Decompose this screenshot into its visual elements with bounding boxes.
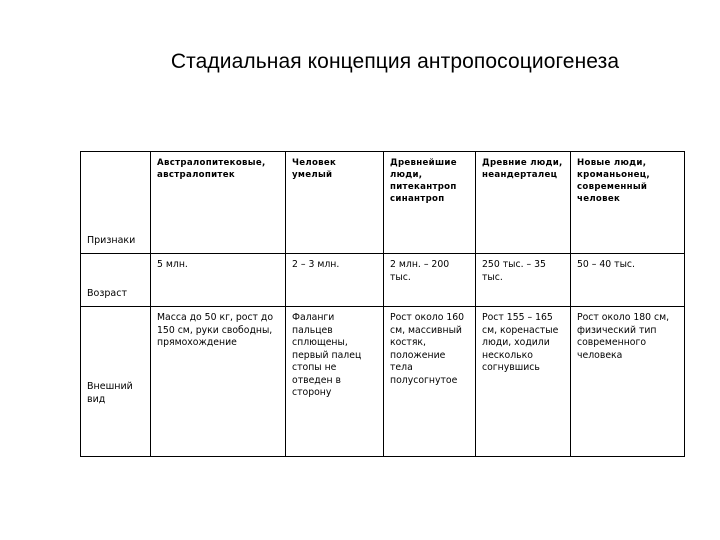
header-cell-archanthropes: Древнейшие люди, питекантроп синантроп (384, 152, 476, 254)
header-label-cell: Признаки (81, 152, 151, 254)
header-cell-paleoanthropes: Древние люди, неандерталец (476, 152, 571, 254)
table-cell: Масса до 50 кг, рост до 150 см, руки свободны, прямохождение (151, 307, 286, 457)
table-cell: 250 тыс. – 35 тыс. (476, 254, 571, 307)
row-label-appearance: Внешний вид (81, 307, 151, 457)
slide-title: Стадиальная концепция антропосоциогенеза (170, 50, 620, 73)
table-row-appearance (81, 307, 685, 457)
table-row-age (81, 254, 685, 307)
table-cell: Рост около 160 см, массивный костяк, положение тела полусогнутое (384, 307, 476, 457)
table-cell: Рост около 180 см, физический тип современного человека (571, 307, 685, 457)
table-cell: 2 – 3 млн. (286, 254, 384, 307)
table-cell: 50 – 40 тыс. (571, 254, 685, 307)
header-cell-australopithecines: Австралопитековые, австралопитек (151, 152, 286, 254)
header-cell-neoanthropes: Новые люди, кроманьонец, современный человек (571, 152, 685, 254)
table-cell: Рост 155 – 165 см, коренастые люди, ходили несколько согнувшись (476, 307, 571, 457)
row-label-age: Возраст (81, 254, 151, 307)
table-cell: 2 млн. – 200 тыс. (384, 254, 476, 307)
header-cell-homo-habilis: Человек умелый (286, 152, 384, 254)
concept-table (80, 151, 685, 457)
table-cell: Фаланги пальцев сплющены, первый палец стопы не отведен в сторону (286, 307, 384, 457)
table-header-row (81, 152, 685, 254)
table-cell: 5 млн. (151, 254, 286, 307)
